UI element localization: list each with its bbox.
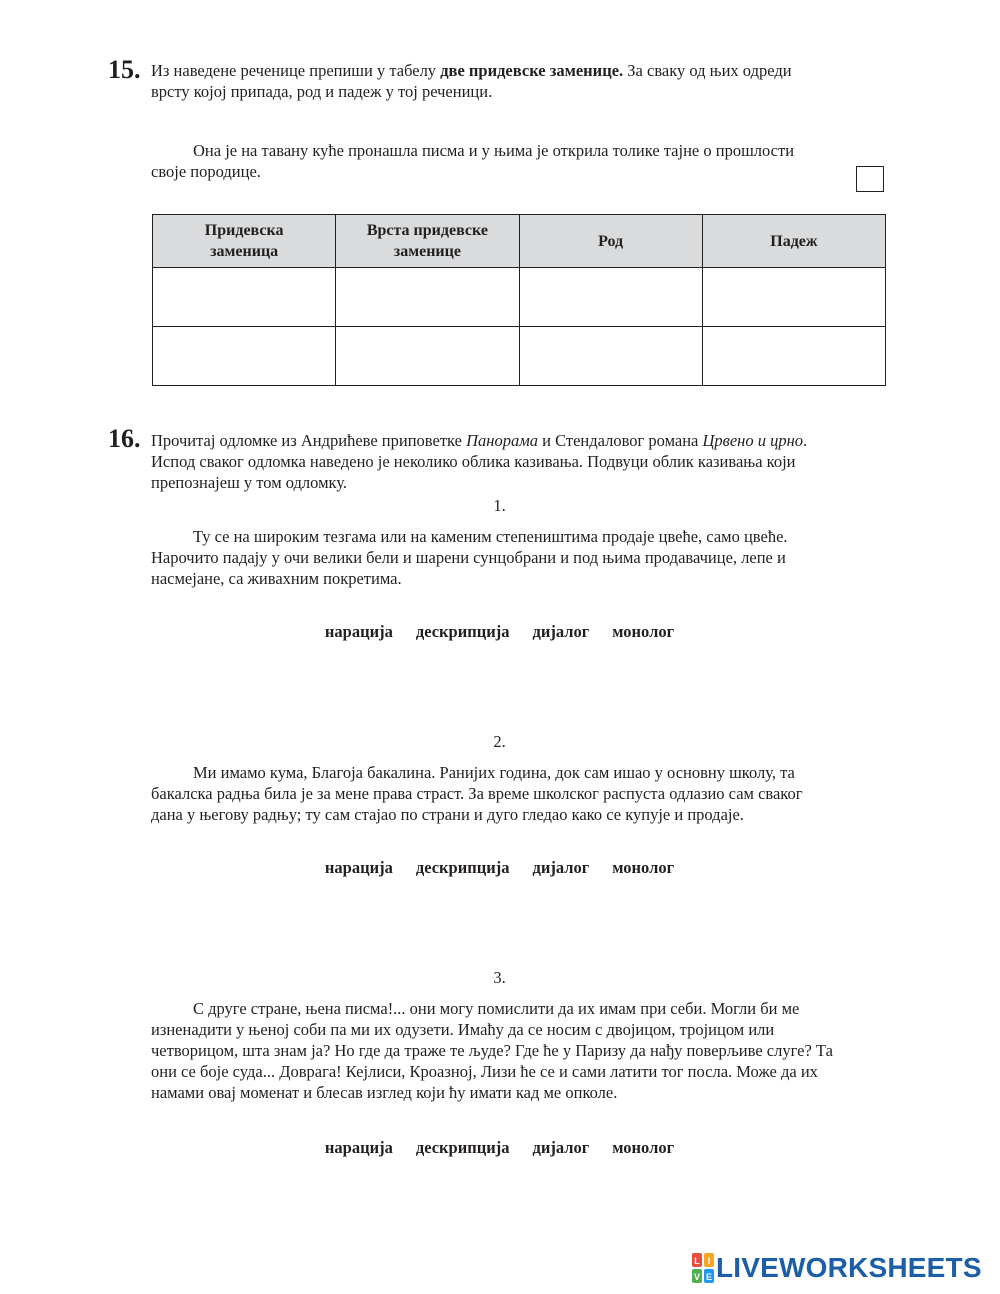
header-adjective-pronoun: Придевска заменица — [153, 215, 336, 268]
option-narration[interactable]: нарација — [324, 622, 393, 641]
answer-input[interactable] — [520, 326, 706, 386]
answer-input[interactable] — [703, 326, 889, 386]
option-dialogue[interactable]: дијалог — [532, 858, 590, 877]
passage-2-number: 2. — [493, 732, 506, 751]
question-16-number: 16. — [108, 424, 141, 453]
intro-text: Прочитај одломке из Андрићеве приповетке — [151, 431, 467, 450]
passage-line: изненадити у њеној соби па ми их одузети. Имаћу да се носим с двојицом, тројицом или — [151, 1020, 775, 1039]
passage-line: насмејане, са живахним покретима. — [151, 569, 402, 588]
answer-input[interactable] — [153, 326, 339, 386]
table-row — [153, 268, 886, 327]
table-cell[interactable] — [153, 327, 336, 386]
option-dialogue[interactable]: дијалог — [532, 1138, 590, 1157]
passage-line: четворицом, шта знам ја? Но где да траже те људе? Где ће у Паризу да нађу поверљиве слуге? Та — [151, 1041, 833, 1060]
pronoun-table — [152, 214, 886, 386]
work-title: Црвено и црно — [702, 431, 804, 450]
passage-1-number: 1. — [493, 496, 506, 515]
option-monologue[interactable]: монолог — [612, 622, 675, 641]
logo-badge-icon — [692, 1253, 714, 1283]
table-cell[interactable] — [702, 268, 885, 327]
passage-line: дана у његову радњу; ту сам стајао по страни и дуго гледао како се купује и продаје. — [151, 805, 744, 824]
header-gender: Род — [519, 215, 702, 268]
table-cell[interactable] — [153, 268, 336, 327]
option-narration[interactable]: нарација — [324, 1138, 393, 1157]
prompt-text: Из наведене реченице препиши у табелу — [151, 61, 441, 80]
liveworksheets-logo — [692, 1252, 982, 1284]
question-15-number: 15. — [108, 55, 141, 84]
answer-input[interactable] — [703, 267, 889, 327]
table-cell[interactable] — [519, 268, 702, 327]
passage-line: Нарочито падају у очи велики бели и шарени сунцобрани и под њима продавачице, лепе и — [151, 548, 786, 567]
table-cell[interactable] — [702, 327, 885, 386]
passage-3-options — [151, 1138, 848, 1158]
passage-line: бакалска радња била је за мене права страст. За време школског распуста одлазио сам сваког — [151, 784, 803, 803]
option-description[interactable]: дескрипција — [415, 622, 510, 641]
passage-2-options — [151, 858, 848, 878]
table-cell[interactable] — [336, 268, 519, 327]
passage-line: С друге стране, њена писма!... они могу помислити да их имам при себи. Могли би ме — [193, 999, 800, 1018]
option-monologue[interactable]: монолог — [612, 1138, 675, 1157]
svg-text:V: V — [693, 1272, 701, 1282]
svg-text:E: E — [705, 1272, 713, 1282]
prompt-text: За сваку од њих одреди — [623, 61, 792, 80]
intro-text: препознајеш у том одломку. — [151, 473, 348, 492]
table-cell[interactable] — [336, 327, 519, 386]
intro-text: Испод сваког одломка наведено је неколико облика казивања. Подвуци облик казивања који — [151, 452, 796, 471]
passage-line: Ми имамо кума, Благоја бакалина. Ранијих година, док сам ишао у основну школу, та — [193, 763, 795, 782]
header-case: Падеж — [702, 215, 885, 268]
prompt-emphasis: две придевске заменице. — [440, 61, 624, 80]
question-16-intro — [151, 430, 896, 493]
answer-input[interactable] — [336, 326, 522, 386]
intro-text: . — [803, 431, 808, 450]
passage-2-text — [151, 762, 896, 825]
logo-wordmark: LIVEWORKSHEETS — [716, 1252, 982, 1283]
passage-line: они се боје суда... Доврага! Кејлиси, Кроазној, Лизи ће се и сами латити тог посла. Може да их — [151, 1062, 818, 1081]
question-15-sentence — [151, 140, 896, 182]
prompt-text: врсту којој припада, род и падеж у тој реченици. — [151, 82, 493, 101]
answer-input[interactable] — [336, 267, 522, 327]
passage-1-text — [151, 526, 896, 589]
option-narration[interactable]: нарација — [324, 858, 393, 877]
svg-text:L: L — [694, 1256, 700, 1266]
passage-3-text — [151, 998, 896, 1103]
option-description[interactable]: дескрипција — [415, 1138, 510, 1157]
passage-line: намами овај моменат и блесав изглед који ћу имати кад ме опколе. — [151, 1083, 618, 1102]
passage-3-number: 3. — [493, 968, 506, 987]
sentence-line: своје породице. — [151, 162, 261, 181]
header-pronoun-type: Врста придевске заменице — [336, 215, 519, 268]
passage-1-options — [151, 622, 848, 642]
option-dialogue[interactable]: дијалог — [532, 622, 590, 641]
sentence-line: Она је на тавану куће пронашла писма и у њима је открила толике тајне о прошлости — [193, 141, 795, 160]
option-monologue[interactable]: монолог — [612, 858, 675, 877]
answer-input[interactable] — [520, 267, 706, 327]
table-cell[interactable] — [519, 327, 702, 386]
score-box — [856, 166, 884, 192]
work-title: Панорама — [466, 431, 538, 450]
passage-line: Ту се на широким тезгама или на каменим степеништима продаје цвеће, само цвеће. — [193, 527, 788, 546]
svg-text:I: I — [707, 1256, 711, 1266]
intro-text: и Стендаловог романа — [537, 431, 703, 450]
option-description[interactable]: дескрипција — [415, 858, 510, 877]
question-15-prompt — [151, 60, 891, 102]
answer-input[interactable] — [153, 267, 339, 327]
table-header-row — [153, 215, 886, 268]
table-row — [153, 327, 886, 386]
